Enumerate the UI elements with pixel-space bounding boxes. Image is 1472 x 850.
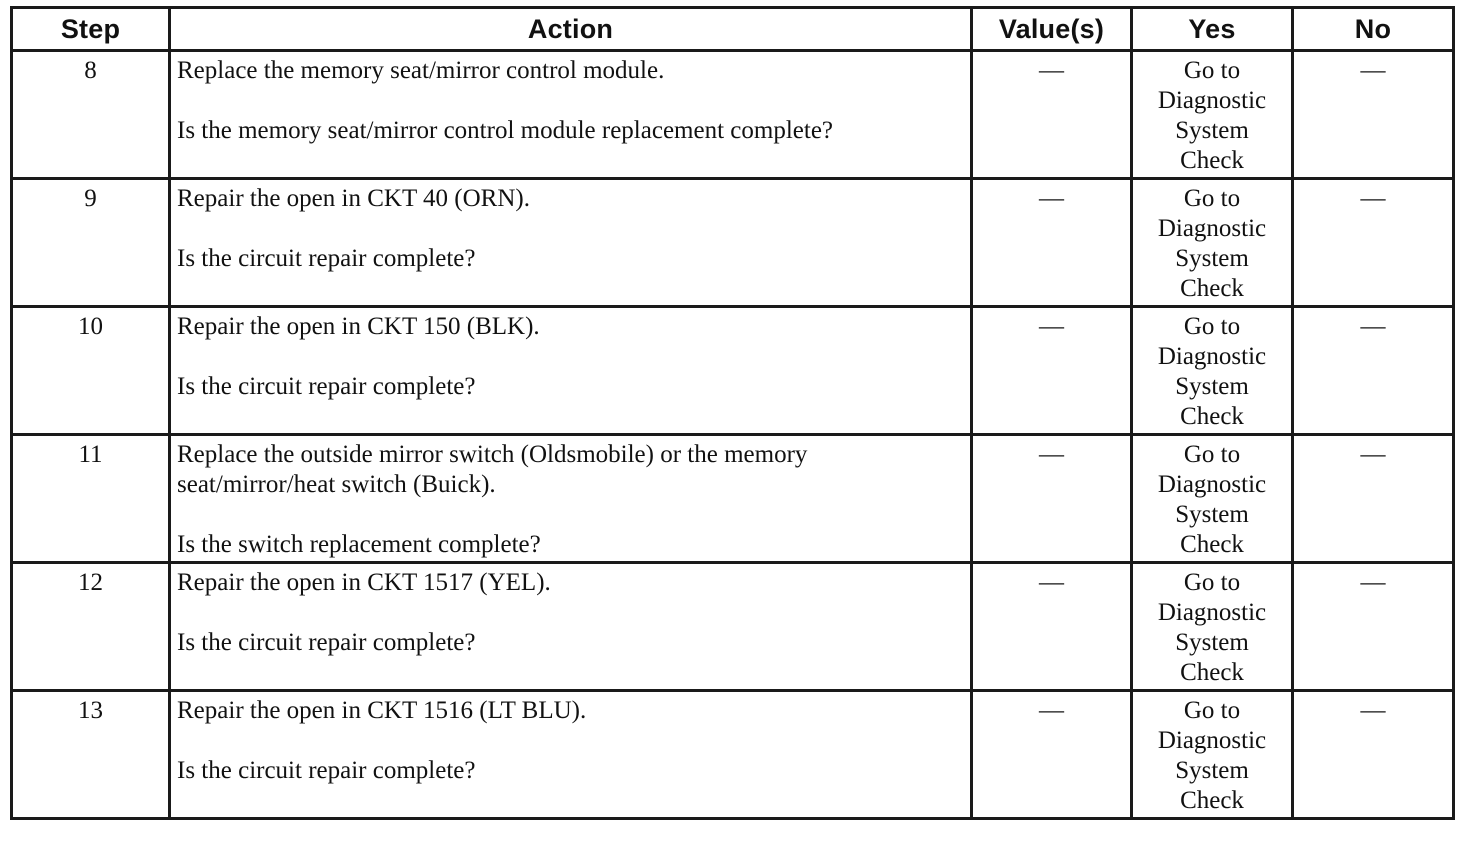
yes-text-line: Diagnostic <box>1157 215 1267 242</box>
action-instruction: Replace the memory seat/mirror control module. <box>177 57 665 84</box>
no-cell <box>1293 179 1454 307</box>
header-yes: Yes <box>1132 8 1293 51</box>
action-question: Is the circuit repair complete? <box>177 373 476 400</box>
no-dash: — <box>1360 697 1386 724</box>
no-dash: — <box>1360 185 1386 212</box>
yes-cell <box>1132 179 1293 307</box>
value-cell <box>972 51 1132 179</box>
yes-text-line: Diagnostic <box>1157 599 1267 626</box>
action-instruction: Repair the open in CKT 40 (ORN). <box>177 185 530 212</box>
table-body <box>12 51 1454 819</box>
action-instruction: Repair the open in CKT 1517 (YEL). <box>177 569 551 596</box>
table-row <box>12 51 1454 179</box>
value-cell <box>972 691 1132 819</box>
yes-cell <box>1132 435 1293 563</box>
yes-cell <box>1132 563 1293 691</box>
step-number: 8 <box>12 51 170 179</box>
yes-text-line: Go to <box>1183 697 1241 724</box>
action-question: Is the circuit repair complete? <box>177 757 476 784</box>
value-dash: — <box>1039 57 1064 84</box>
yes-text-line: System <box>1175 245 1249 272</box>
action-cell <box>170 563 972 691</box>
yes-text-line: Diagnostic <box>1157 343 1267 370</box>
value-cell <box>972 179 1132 307</box>
value-cell <box>972 435 1132 563</box>
step-number: 11 <box>12 435 170 563</box>
table-row <box>12 563 1454 691</box>
yes-text-line: Diagnostic <box>1157 471 1267 498</box>
value-dash: — <box>1039 313 1064 340</box>
yes-text-line: Diagnostic <box>1157 727 1267 754</box>
step-number: 9 <box>12 179 170 307</box>
action-instruction: Replace the outside mirror switch (Oldsmobile) or the memory <box>177 441 808 468</box>
yes-text-line: System <box>1175 501 1249 528</box>
no-cell <box>1293 435 1454 563</box>
header-action: Action <box>170 8 972 51</box>
step-number: 12 <box>12 563 170 691</box>
yes-cell <box>1132 51 1293 179</box>
table-row <box>12 435 1454 563</box>
action-cell <box>170 51 972 179</box>
step-number: 13 <box>12 691 170 819</box>
table-row <box>12 307 1454 435</box>
yes-text-line: System <box>1175 629 1249 656</box>
no-dash: — <box>1360 313 1386 340</box>
header-row <box>12 8 1454 51</box>
action-question: Is the memory seat/mirror control module replacement complete? <box>177 117 834 144</box>
action-instruction: seat/mirror/heat switch (Buick). <box>177 471 496 498</box>
yes-cell <box>1132 691 1293 819</box>
no-dash: — <box>1360 57 1386 84</box>
action-instruction: Repair the open in CKT 150 (BLK). <box>177 313 540 340</box>
yes-text-line: Check <box>1180 531 1244 558</box>
yes-text-line: Go to <box>1183 185 1241 212</box>
value-cell <box>972 563 1132 691</box>
value-dash: — <box>1039 185 1064 212</box>
yes-text-line: System <box>1175 757 1249 784</box>
no-cell <box>1293 307 1454 435</box>
header-no: No <box>1293 8 1454 51</box>
yes-text-line: Check <box>1180 275 1244 302</box>
no-dash: — <box>1360 569 1386 596</box>
header-values: Value(s) <box>972 8 1132 51</box>
no-cell <box>1293 563 1454 691</box>
action-question: Is the circuit repair complete? <box>177 245 476 272</box>
action-cell <box>170 179 972 307</box>
action-cell <box>170 435 972 563</box>
value-dash: — <box>1039 697 1064 724</box>
yes-text-line: Diagnostic <box>1157 87 1267 114</box>
yes-text-line: Go to <box>1183 569 1241 596</box>
yes-text-line: System <box>1175 373 1249 400</box>
no-cell <box>1293 691 1454 819</box>
value-cell <box>972 307 1132 435</box>
value-dash: — <box>1039 569 1064 596</box>
action-question: Is the switch replacement complete? <box>177 531 541 558</box>
action-cell <box>170 691 972 819</box>
action-question: Is the circuit repair complete? <box>177 629 476 656</box>
yes-cell <box>1132 307 1293 435</box>
step-number: 10 <box>12 307 170 435</box>
header-step: Step <box>12 8 170 51</box>
yes-text-line: Go to <box>1183 57 1241 84</box>
yes-text-line: Go to <box>1183 313 1241 340</box>
table-row <box>12 691 1454 819</box>
no-dash: — <box>1360 441 1386 468</box>
yes-text-line: Check <box>1180 659 1244 686</box>
diagnostic-table <box>10 6 1455 820</box>
table-row <box>12 179 1454 307</box>
action-instruction: Repair the open in CKT 1516 (LT BLU). <box>177 697 587 724</box>
action-cell <box>170 307 972 435</box>
value-dash: — <box>1039 441 1064 468</box>
yes-text-line: Check <box>1180 147 1244 174</box>
yes-text-line: Go to <box>1183 441 1241 468</box>
no-cell <box>1293 51 1454 179</box>
yes-text-line: Check <box>1180 787 1244 814</box>
diagnostic-page <box>10 6 1452 820</box>
yes-text-line: System <box>1175 117 1249 144</box>
yes-text-line: Check <box>1180 403 1244 430</box>
